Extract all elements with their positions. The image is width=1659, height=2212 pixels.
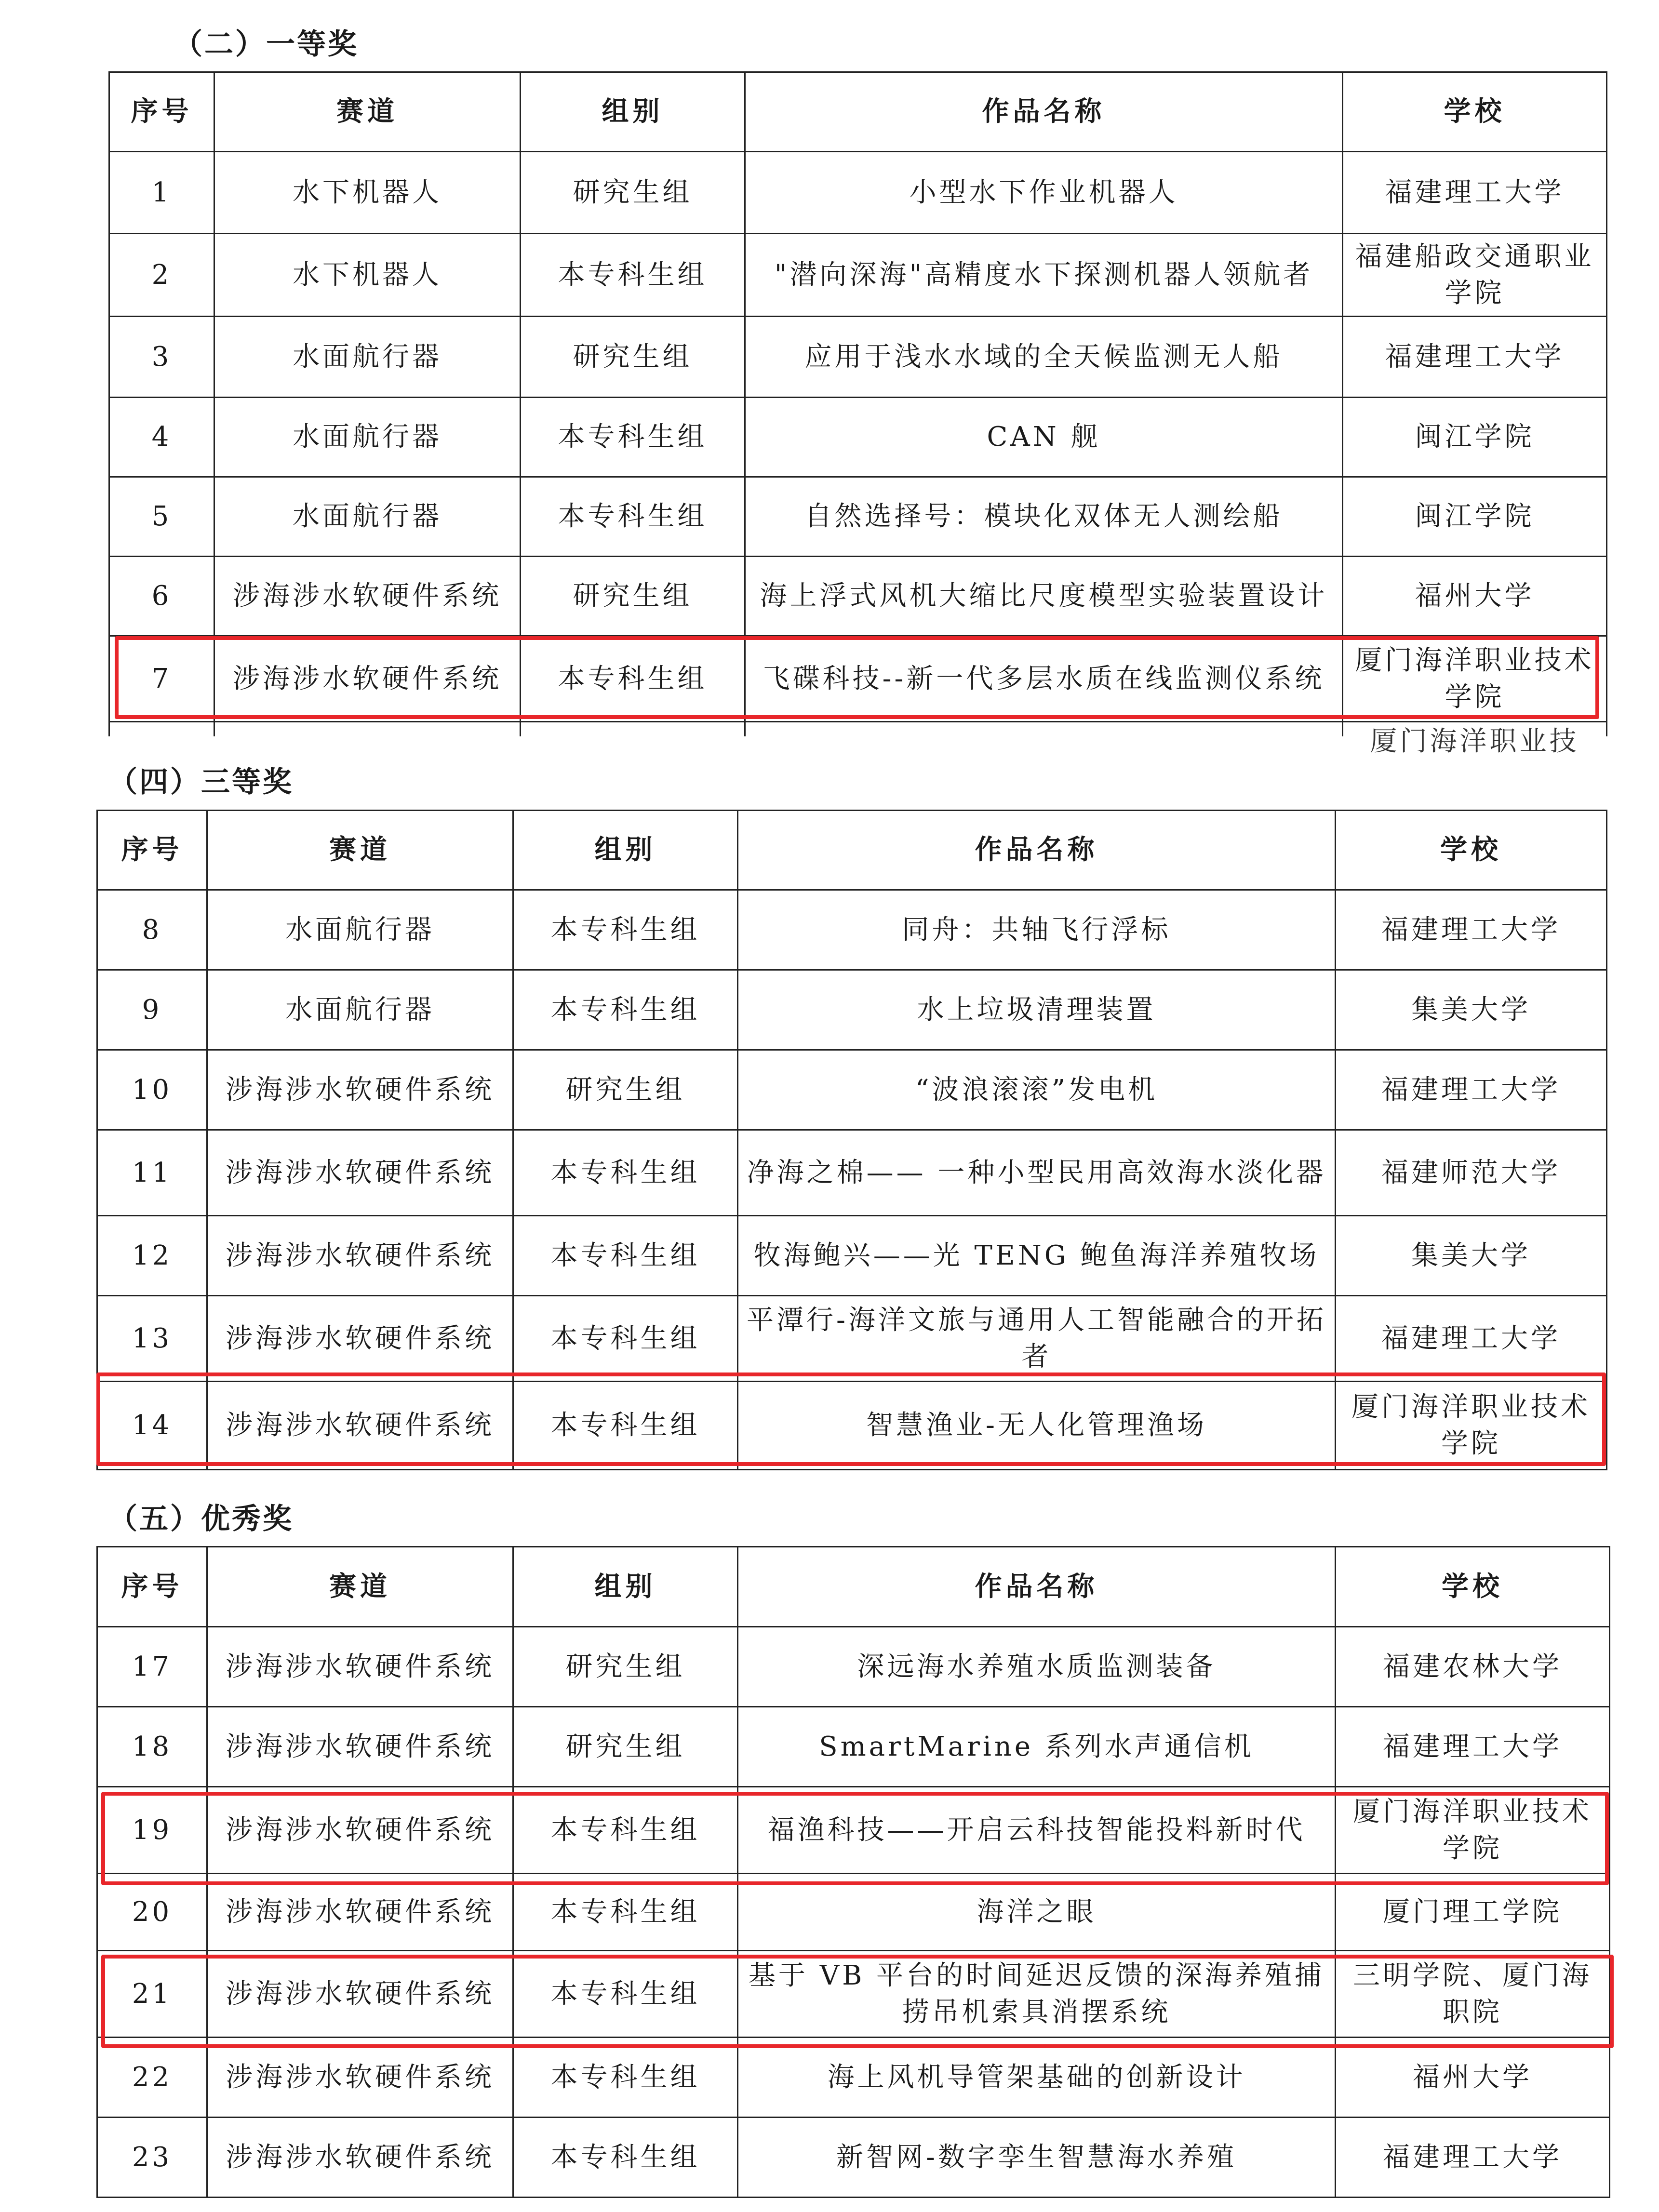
cell-group: 研究生组 (521, 152, 745, 234)
cell-school: 福州大学 (1336, 2038, 1610, 2118)
cell-work-name: “波浪滚滚”发电机 (738, 1050, 1336, 1130)
table-row (97, 970, 1607, 1050)
header-school: 学校 (1343, 72, 1607, 152)
table-row (97, 1707, 1610, 1787)
cell-index: 14 (97, 1382, 207, 1470)
cell-group: 研究生组 (513, 1050, 738, 1130)
header-index: 序号 (109, 72, 214, 152)
table-row (97, 890, 1607, 970)
cell-index: 9 (97, 970, 207, 1050)
cell-group: 本专科生组 (513, 1874, 738, 1951)
cell-work-name: 自然选择号：模块化双体无人测绘船 (745, 477, 1343, 557)
cell-work-name: "潜向深海"高精度水下探测机器人领航者 (745, 234, 1343, 317)
cell-index: 18 (97, 1707, 207, 1787)
cell-track: 水面航行器 (214, 398, 521, 477)
table-row (109, 234, 1607, 317)
header-index: 序号 (97, 811, 207, 890)
header-school: 学校 (1336, 1547, 1610, 1627)
cell-index: 11 (97, 1130, 207, 1216)
cell-track: 涉海涉水软硬件系统 (207, 1296, 513, 1382)
cell-track: 涉海涉水软硬件系统 (207, 1050, 513, 1130)
cell-index: 17 (97, 1627, 207, 1707)
cell-school: 三明学院、厦门海职院 (1336, 1951, 1610, 2038)
cell-school: 福建理工大学 (1336, 2118, 1610, 2198)
table-row (97, 1216, 1607, 1296)
cell-track: 水面航行器 (207, 890, 513, 970)
header-track: 赛道 (207, 811, 513, 890)
cell-school: 集美大学 (1336, 970, 1607, 1050)
cell-school: 厦门海洋职业技术学院 (1336, 1787, 1610, 1874)
cell-group: 本专科生组 (521, 398, 745, 477)
cell-track: 涉海涉水软硬件系统 (207, 1627, 513, 1707)
cell-school: 福建理工大学 (1336, 890, 1607, 970)
cell-group: 本专科生组 (513, 2038, 738, 2118)
header-work-name: 作品名称 (738, 1547, 1336, 1627)
cell-school: 集美大学 (1336, 1216, 1607, 1296)
cell-work-name: 水上垃圾清理装置 (738, 970, 1336, 1050)
cell-school: 福建师范大学 (1336, 1130, 1607, 1216)
cell-school: 闽江学院 (1343, 477, 1607, 557)
table-row (109, 636, 1607, 722)
cell-index: 23 (97, 2118, 207, 2198)
table-header-row (109, 72, 1607, 152)
cell-work-name: 智慧渔业-无人化管理渔场 (738, 1382, 1336, 1470)
cell-index: 21 (97, 1951, 207, 2038)
cell-track: 涉海涉水软硬件系统 (207, 2038, 513, 2118)
cell-index: 10 (97, 1050, 207, 1130)
cell-group: 本专科生组 (513, 970, 738, 1050)
cell-work-name: 海上风机导管架基础的创新设计 (738, 2038, 1336, 2118)
cell-group: 本专科生组 (521, 636, 745, 722)
cell-school: 闽江学院 (1343, 398, 1607, 477)
table-row (97, 2038, 1610, 2118)
cell-school: 厦门理工学院 (1336, 1874, 1610, 1951)
cell-track: 涉海涉水软硬件系统 (207, 1382, 513, 1470)
table-row (97, 1050, 1607, 1130)
cell-work-name: 福渔科技——开启云科技智能投料新时代 (738, 1787, 1336, 1874)
table-row (97, 1874, 1610, 1951)
cell-work-name: 小型水下作业机器人 (745, 152, 1343, 234)
cell-group: 研究生组 (521, 317, 745, 398)
cell-index: 22 (97, 2038, 207, 2118)
cell-work-name: 深远海水养殖水质监测装备 (738, 1627, 1336, 1707)
cell-index: 4 (109, 398, 214, 477)
header-work-name: 作品名称 (738, 811, 1336, 890)
cell-track: 水面航行器 (207, 970, 513, 1050)
cell-school: 福建船政交通职业学院 (1343, 234, 1607, 317)
cell-track: 涉海涉水软硬件系统 (214, 557, 521, 636)
cell-school-partial: 厦门海洋职业技 (1343, 722, 1607, 736)
cell-group: 本专科生组 (513, 1382, 738, 1470)
cell-work-name: SmartMarine 系列水声通信机 (738, 1707, 1336, 1787)
header-group: 组别 (521, 72, 745, 152)
cell-group: 本专科生组 (513, 1787, 738, 1874)
section-title-third-prize: （四）三等奖 (108, 765, 294, 799)
cell-track: 涉海涉水软硬件系统 (207, 1216, 513, 1296)
cell-group: 本专科生组 (513, 1296, 738, 1382)
table-row (97, 1627, 1610, 1707)
cell-school: 福建理工大学 (1336, 1707, 1610, 1787)
cell-group: 本专科生组 (513, 1130, 738, 1216)
excellence-prize-table (96, 1546, 1610, 2198)
cell-work-name: 基于 VB 平台的时间延迟反馈的深海养殖捕捞吊机索具消摆系统 (738, 1951, 1336, 2038)
table-row (97, 1130, 1607, 1216)
cell-group: 本专科生组 (513, 1216, 738, 1296)
table-row (97, 1296, 1607, 1382)
cell-index: 12 (97, 1216, 207, 1296)
cell-index: 3 (109, 317, 214, 398)
cell-track: 涉海涉水软硬件系统 (207, 1787, 513, 1874)
cell-index: 1 (109, 152, 214, 234)
header-index: 序号 (97, 1547, 207, 1627)
cell-index: 13 (97, 1296, 207, 1382)
cell-school: 厦门海洋职业技术学院 (1343, 636, 1607, 722)
cell-school: 福州大学 (1343, 557, 1607, 636)
cell-track: 涉海涉水软硬件系统 (207, 1951, 513, 2038)
cell-index: 5 (109, 477, 214, 557)
cell-index: 8 (97, 890, 207, 970)
cell-school: 福建理工大学 (1336, 1050, 1607, 1130)
table-header-row (97, 811, 1607, 890)
cell-school: 福建理工大学 (1343, 317, 1607, 398)
cell-group: 本专科生组 (513, 2118, 738, 2198)
cell-track: 水下机器人 (214, 152, 521, 234)
section-title-first-prize: （二）一等奖 (174, 27, 359, 61)
table-row (109, 557, 1607, 636)
cell-group: 本专科生组 (521, 234, 745, 317)
table-row (97, 2118, 1610, 2198)
cell-group: 研究生组 (521, 557, 745, 636)
cell-work-name: 海上浮式风机大缩比尺度模型实验装置设计 (745, 557, 1343, 636)
cell-group: 研究生组 (513, 1627, 738, 1707)
cell-track: 涉海涉水软硬件系统 (207, 1874, 513, 1951)
table-row-partial (109, 722, 1607, 736)
cell-school: 厦门海洋职业技术学院 (1336, 1382, 1607, 1470)
cell-track: 水下机器人 (214, 234, 521, 317)
table-row (97, 1382, 1607, 1470)
cell-work-name: 牧海鲍兴——光 TENG 鲍鱼海洋养殖牧场 (738, 1216, 1336, 1296)
cell-school: 福建理工大学 (1336, 1296, 1607, 1382)
cell-work-name: 新智网-数字孪生智慧海水养殖 (738, 2118, 1336, 2198)
cell-work-name: 同舟：共轴飞行浮标 (738, 890, 1336, 970)
cell-index: 7 (109, 636, 214, 722)
header-work-name: 作品名称 (745, 72, 1343, 152)
header-school: 学校 (1336, 811, 1607, 890)
cell-work-name: 飞碟科技--新一代多层水质在线监测仪系统 (745, 636, 1343, 722)
cell-group: 本专科生组 (513, 890, 738, 970)
cell-track: 水面航行器 (214, 477, 521, 557)
cell-track: 涉海涉水软硬件系统 (207, 2118, 513, 2198)
table-row (97, 1951, 1610, 2038)
section-title-excellence-prize: （五）优秀奖 (108, 1502, 294, 1536)
cell-track: 涉海涉水软硬件系统 (214, 636, 521, 722)
header-track: 赛道 (214, 72, 521, 152)
cell-group: 研究生组 (513, 1707, 738, 1787)
cell-work-name: CAN 舰 (745, 398, 1343, 477)
cell-work-name: 平潭行-海洋文旅与通用人工智能融合的开拓者 (738, 1296, 1336, 1382)
cell-index: 6 (109, 557, 214, 636)
cell-index: 19 (97, 1787, 207, 1874)
cell-school: 福建理工大学 (1343, 152, 1607, 234)
table-header-row (97, 1547, 1610, 1627)
cell-track: 水面航行器 (214, 317, 521, 398)
cell-index: 20 (97, 1874, 207, 1951)
cell-group: 本专科生组 (521, 477, 745, 557)
first-prize-table (108, 71, 1607, 758)
header-group: 组别 (513, 811, 738, 890)
header-track: 赛道 (207, 1547, 513, 1627)
cell-work-name: 海洋之眼 (738, 1874, 1336, 1951)
table-row (109, 398, 1607, 477)
header-group: 组别 (513, 1547, 738, 1627)
cell-school: 福建农林大学 (1336, 1627, 1610, 1707)
cell-group: 本专科生组 (513, 1951, 738, 2038)
cell-work-name: 净海之棉—— 一种小型民用高效海水淡化器 (738, 1130, 1336, 1216)
table-row (109, 477, 1607, 557)
cell-track: 涉海涉水软硬件系统 (207, 1707, 513, 1787)
table-row (109, 152, 1607, 234)
table-row (97, 1787, 1610, 1874)
table-row (109, 317, 1607, 398)
third-prize-table (96, 810, 1607, 1470)
cell-index: 2 (109, 234, 214, 317)
cell-work-name: 应用于浅水水域的全天候监测无人船 (745, 317, 1343, 398)
cell-track: 涉海涉水软硬件系统 (207, 1130, 513, 1216)
